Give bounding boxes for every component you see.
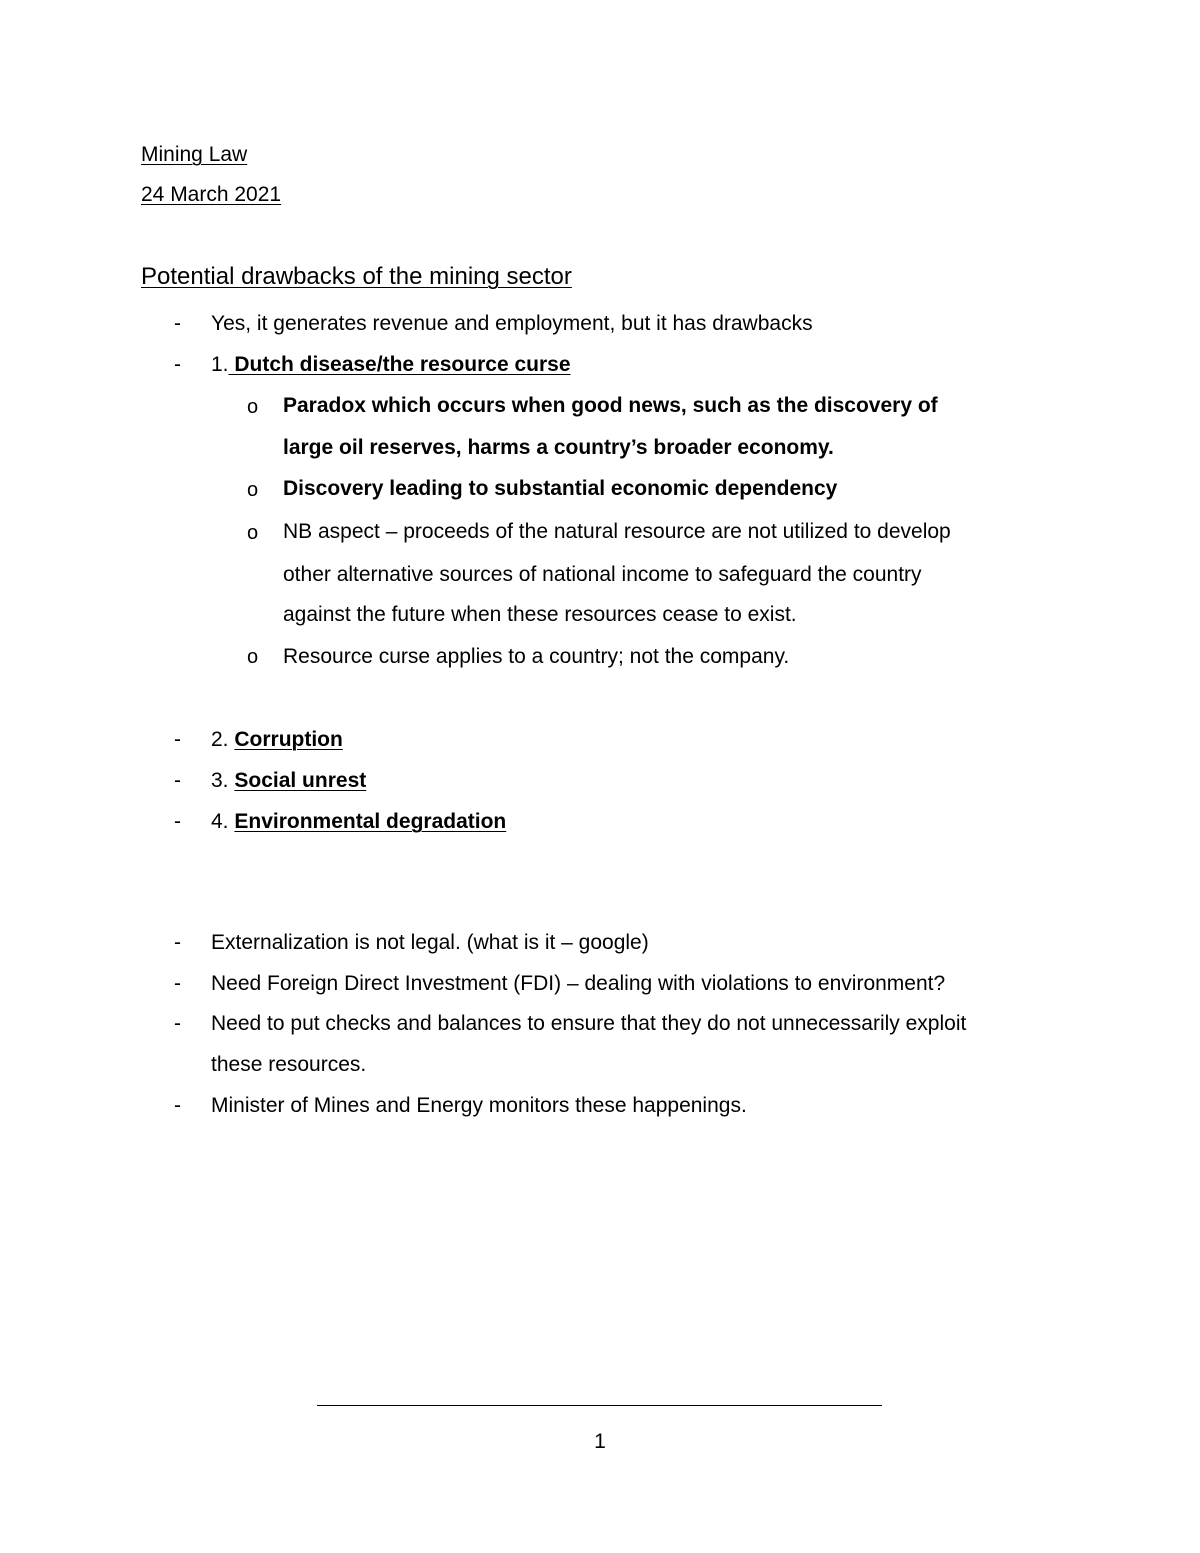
dash-bullet: - [174, 728, 181, 751]
dash-bullet: - [174, 1012, 181, 1035]
note-item: Minister of Mines and Energy monitors these happenings. [211, 1094, 747, 1117]
document-date: 24 March 2021 [141, 183, 282, 206]
note-item: Externalization is not legal. (what is it – google) [211, 931, 649, 954]
dash-bullet: - [174, 312, 181, 335]
point-number: 1. [211, 353, 229, 376]
dash-bullet: - [174, 769, 181, 792]
sub-bullet: o [247, 646, 259, 668]
note-item-continuation: these resources. [211, 1053, 367, 1076]
point-number: 4. [211, 810, 229, 833]
note-item: Need Foreign Direct Investment (FDI) – dealing with violations to environment? [211, 972, 946, 995]
list-item-intro: Yes, it generates revenue and employment, but it has drawbacks [211, 312, 813, 335]
page-number: 1 [594, 1430, 606, 1453]
point-title: Dutch disease/the resource curse [228, 353, 571, 376]
dash-bullet: - [174, 1094, 181, 1117]
dash-bullet: - [174, 972, 181, 995]
point-title: Environmental degradation [234, 810, 507, 833]
sub-bullet: o [247, 522, 259, 544]
list-item-point-1 [211, 353, 571, 377]
dash-bullet: - [174, 353, 181, 376]
note-item: Need to put checks and balances to ensure that they do not unnecessarily exploit [211, 1012, 967, 1035]
point-number: 2. [211, 728, 229, 751]
sub-item-line: other alternative sources of national income to safeguard the country [283, 563, 922, 586]
sub-item-line: NB aspect – proceeds of the natural resource are not utilized to develop [283, 520, 951, 543]
dash-bullet: - [174, 810, 181, 833]
section-heading: Potential drawbacks of the mining sector [141, 263, 572, 290]
sub-bullet: o [247, 396, 259, 418]
sub-item-line: Discovery leading to substantial economic dependency [283, 477, 838, 500]
sub-bullet: o [247, 479, 259, 501]
sub-item-line: Paradox which occurs when good news, such as the discovery of [283, 394, 938, 417]
sub-item-line: Resource curse applies to a country; not the company. [283, 645, 790, 668]
point-title: Corruption [234, 728, 343, 751]
footer-divider [317, 1405, 882, 1406]
sub-item-line: against the future when these resources cease to exist. [283, 603, 797, 626]
list-item-point-4 [211, 810, 506, 834]
sub-item-line: large oil reserves, harms a country’s broader economy. [283, 436, 834, 459]
point-title: Social unrest [234, 769, 367, 792]
list-item-point-2 [211, 728, 343, 752]
point-number: 3. [211, 769, 229, 792]
dash-bullet: - [174, 931, 181, 954]
course-title: Mining Law [141, 143, 248, 166]
list-item-point-3 [211, 769, 366, 793]
